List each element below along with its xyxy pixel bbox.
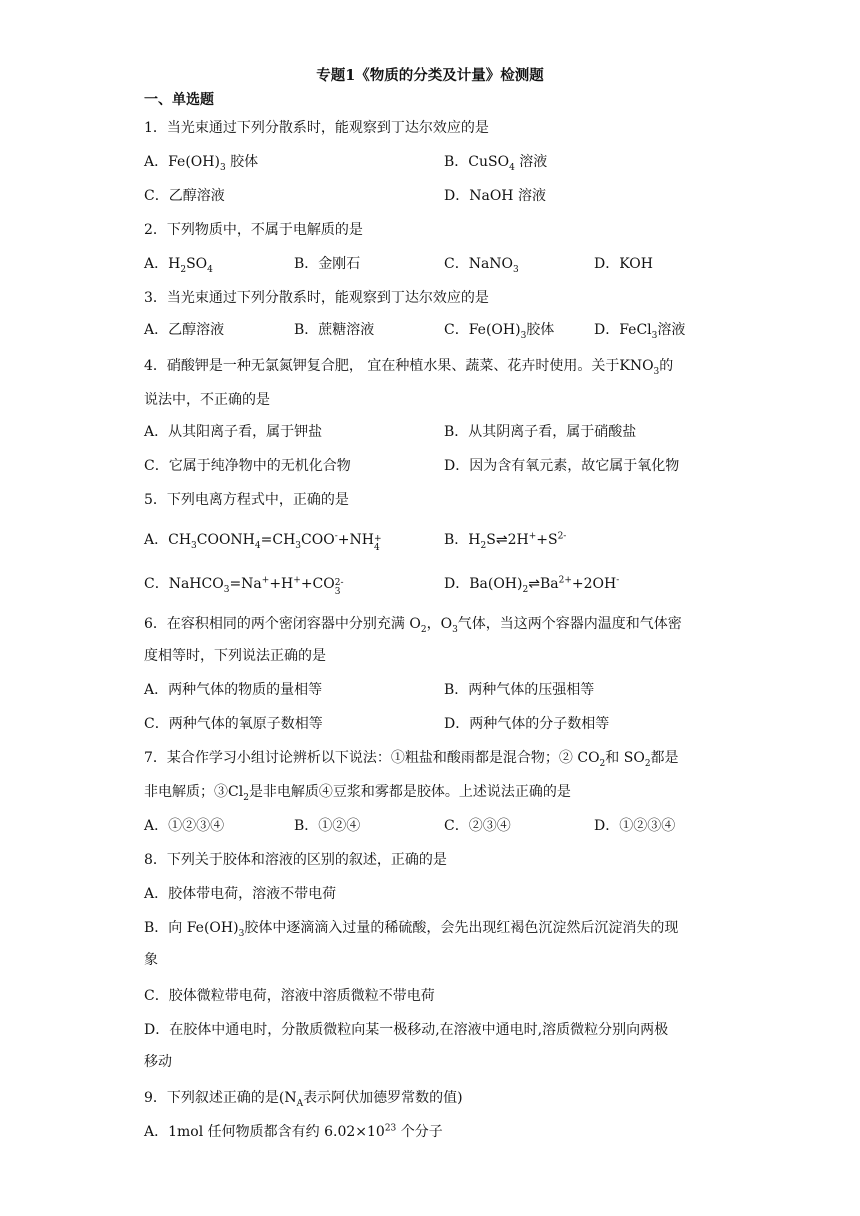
q3-option-d: D．FeCl$_3$溶液 <box>594 322 686 341</box>
q5-option-c: C．NaHCO$_3$=Na++H++CO2- 3 <box>144 575 344 597</box>
q4-stem-line-2: 说法中，不正确的是 <box>144 392 270 408</box>
q5-option-a: A．$CH_3COONH_4=CH_3COO^-+NH+$ 4 <box>144 531 382 553</box>
q8-option-a: A．胶体带电荷，溶液不带电荷 <box>144 886 337 902</box>
q8-option-b-line-1: B．向 $Fe(OH)_3$胶体中逐滴滴入过量的稀硫酸，会先出现红褐色沉淀然后沉淀消失的现 <box>144 920 679 939</box>
q5-stem: 5．下列电离方程式中，正确的是 <box>144 492 349 508</box>
q6-option-d: D．两种气体的分子数相等 <box>444 716 610 732</box>
q6-option-a: A．两种气体的物质的量相等 <box>144 682 323 698</box>
equilibrium-arrow-icon: ⇌ <box>528 576 540 592</box>
q8-option-b-line-2: 象 <box>144 952 158 968</box>
q7-option-c: C．②③④ <box>444 818 511 834</box>
q5-option-d: D．$Ba(OH)_2\rightleftharpoons Ba^{2+}+2OH^-$ <box>444 575 620 595</box>
q1-option-d: D．NaOH 溶液 <box>444 188 546 204</box>
q1-stem: 1．当光束通过下列分散系时，能观察到丁达尔效应的是 <box>144 120 489 136</box>
q4-option-c: C．它属于纯净物中的无机化合物 <box>144 458 351 474</box>
q3-option-a: A．乙醇溶液 <box>144 322 225 338</box>
q2-option-a: A．$H_2SO_4$ <box>144 256 213 275</box>
q4-stem-line-1: 4．硝酸钾是一种无氯氮钾复合肥， 宜在种植水果、蔬菜、花卉时使用。关于$KNO_3$的 <box>144 358 674 377</box>
equilibrium-arrow-icon: ⇌ <box>495 532 508 548</box>
q9-stem: 9．下列叙述正确的是($N_A$表示阿伏加德罗常数的值) <box>144 1090 463 1109</box>
q1-option-a: A．$Fe(OH)_3$ 胶体 <box>144 154 259 173</box>
q7-option-d: D．①②③④ <box>594 818 676 834</box>
q6-stem-line-2: 度相等时，下列说法正确的是 <box>144 648 326 664</box>
q7-stem-line-1: 7．某合作学习小组讨论辨析以下说法：①粗盐和酸雨都是混合物；② $CO_2$和 $SO_2$都是 <box>144 750 679 769</box>
q8-option-c: C．胶体微粒带电荷，溶液中溶质微粒不带电荷 <box>144 988 435 1004</box>
q6-option-b: B．两种气体的压强相等 <box>444 682 595 698</box>
q1-option-b: B．CuSO$_4$ 溶液 <box>444 154 548 173</box>
q2-stem: 2．下列物质中，不属于电解质的是 <box>144 222 363 238</box>
doc-title: 专题1《物质的分类及计量》检测题 <box>316 67 544 84</box>
q8-stem: 8．下列关于胶体和溶液的区别的叙述，正确的是 <box>144 852 447 868</box>
q8-option-d-line-2: 移动 <box>144 1054 172 1070</box>
q9-option-a: A．1mol 任何物质都含有约 $6.02\times 10^{23}$ 个分子 <box>144 1123 443 1140</box>
q7-option-b: B．①②④ <box>294 818 361 834</box>
q3-option-b: B．蔗糖溶液 <box>294 322 375 338</box>
q3-stem: 3．当光束通过下列分散系时，能观察到丁达尔效应的是 <box>144 290 489 306</box>
q6-stem-line-1: 6．在容积相同的两个密闭容器中分别充满 $O_2$，$O_3$气体，当这两个容器内温度和气体密 <box>144 616 682 635</box>
q3-option-c: C．$Fe(OH)_3$胶体 <box>444 322 555 341</box>
section-heading: 一、单选题 <box>144 92 214 108</box>
q6-option-c: C．两种气体的氧原子数相等 <box>144 716 323 732</box>
q5-option-b: B．$H_2S\rightleftharpoons 2H^++S^{2-}$ <box>444 531 567 551</box>
q4-option-a: A．从其阳离子看，属于钾盐 <box>144 424 323 440</box>
q8-option-d-line-1: D．在胶体中通电时，分散质微粒向某一极移动,在溶液中通电时,溶质微粒分别向两极 <box>144 1022 669 1038</box>
q2-option-b: B．金刚石 <box>294 256 361 272</box>
q4-option-b: B．从其阴离子看，属于硝酸盐 <box>444 424 637 440</box>
q2-option-d: D．KOH <box>594 256 653 272</box>
q7-stem-line-2: 非电解质；$③Cl_2$是非电解质④豆浆和雾都是胶体。上述说法正确的是 <box>144 784 571 803</box>
q4-option-d: D．因为含有氧元素，故它属于氧化物 <box>444 458 680 474</box>
q2-option-c: C．NaNO$_3$ <box>444 256 519 275</box>
q1-option-c: C．乙醇溶液 <box>144 188 225 204</box>
q7-option-a: A．①②③④ <box>144 818 225 834</box>
